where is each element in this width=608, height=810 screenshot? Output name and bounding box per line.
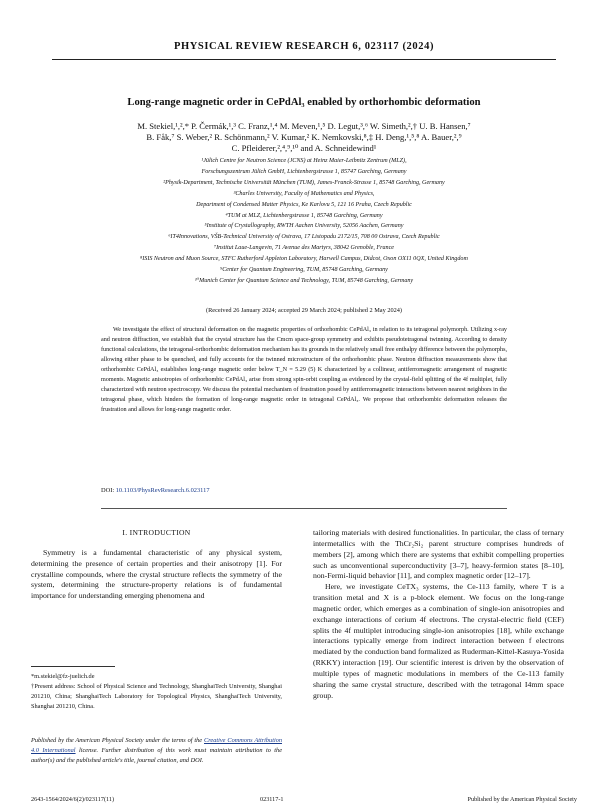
affiliation-1a: ¹Jülich Centre for Neutron Science (JCNS) at Heinz Maier-Leibnitz Zentrum (MLZ),: [201, 158, 407, 164]
header-rule: [52, 59, 556, 60]
affiliation-5: ⁵Institute of Crystallography, RWTH Aachen University, 52056 Aachen, Germany: [204, 223, 404, 230]
abstract-text: We investigate the effect of structural deformation on the magnetic properties of orthorhombic CePdAl₃ in relation to its tetragonal polymorph. Utilizing x-ray and neutron diffraction, we establish that the crystal structure has the Cmcm space-group symmetry and exhibits pseudotetragonal twinning. According to density functional calculations, the tetragonal-orthorhombic deformation mechanism has its grounds in the relatively small free enthalpy difference between the polymorphs, allowing either phase to be quenched, and fully accounts for the twinned microstructure of the orthorhombic phase. Neutron diffraction measurements show that orthorhombic CePdAl₃ establishes long-range magnetic order below T_N = 5.29 (5) K characterized by a collinear, antiferromagnetic arrangement of magnetic moments. Magnetic anisotropies of orthorhombic CePdAl₃ arise from strong spin-orbit coupling as evidenced by the crystal-field splitting of the 4f multiplet, fully characterized with neutron spectroscopy. We discuss the potential mechanism of frustration posed by antiferromagnetic interactions between nearest neighbors in the tetragonal phase, which hinders the formation of long-range magnetic order in tetragonal CePdAl₃. We propose that orthorhombic deformation releases the frustration and allows for long-range magnetic order.: [101, 327, 507, 414]
footer-page-number: 023117-1: [260, 796, 284, 803]
affiliation-2: ²Physik-Department, Technische Universität München (TUM), James-Franck-Strasse 1, 85748 Garching, Germany: [163, 179, 445, 186]
license-link[interactable]: Creative Commons Attribution 4.0 International: [31, 737, 282, 754]
doi-label: DOI:: [101, 487, 116, 494]
affiliation-7: ⁷Institut Laue-Langevin, 71 Avenue des Martyrs, 38042 Grenoble, France: [214, 245, 394, 252]
affiliation-4: ⁴TUM at MLZ, Lichtenbergstrasse 1, 85748 Garching, Germany: [225, 212, 383, 219]
left-column: [31, 528, 282, 602]
footnotes: [31, 672, 282, 712]
affiliation-3b: Department of Condensed Matter Physics, Ke Karlovu 5, 121 16 Praha, Czech Republic: [196, 201, 412, 208]
author-list: [66, 121, 542, 155]
authors-line-3: C. Pfleiderer,²,⁴,⁹,¹⁰ and A. Schneidewind¹: [231, 143, 377, 154]
affiliations: [40, 156, 568, 287]
footnote-rule: [31, 666, 115, 667]
license-text-post: license. Further distribution of this work must maintain attribution to the author(s) and the published article's title, journal citation, and DOI.: [31, 746, 282, 764]
affiliation-3a: ³Charles University, Faculty of Mathematics and Physics,: [233, 190, 375, 197]
footer-publisher: Published by the American Physical Society: [467, 796, 577, 803]
doi-link[interactable]: 10.1103/PhysRevResearch.6.023117: [115, 487, 210, 494]
right-column: [313, 528, 564, 702]
affiliation-10: ¹⁰Munich Center for Quantum Science and Technology, TUM, 85748 Garching, Germany: [194, 277, 414, 284]
abstract-rule: [101, 508, 507, 509]
intro-paragraph-right-2: Here, we investigate CeTX₃ systems, the Ce-113 family, where T is a transition metal and X is a p-block element. We focus on the long-range magnetic order, which emerges as a combination of single-ion anisotropies and exchange interactions of cerium 4f electrons. The crystal-electric field (CEF) splits the 4f multiplet introducing single-ion anisotropies [18], while exchange interactions typically emerge from indirect interaction between f electrons mediated by the conduction band formalized as Ruderman-Kittel-Kasuya-Yosida (RKKY) interaction [19]. Our scientific interest is driven by the observation of multiple types of magnetic modulations in members of the Ce-113 family sharing the same crystal structure, described with the tetragonal I4mm space group.: [313, 582, 564, 700]
footnote-present-address: †Present address: School of Physical Science and Technology, ShanghaiTech University, Shanghai 201210, China; ShanghaiTech Laboratory for Topological Physics, ShanghaiTech University, Shanghai 201210, China.: [31, 682, 282, 710]
license-note: [31, 736, 282, 766]
section-heading: I. INTRODUCTION: [122, 528, 191, 537]
intro-paragraph-right-1: tailoring materials with desired functionalities. In particular, the class of ternary intermetallics with the ThCr₂Si₂ parent structure comprises hundreds of members [2], among which there are systems that exhibit compelling properties such as unconventional superconductivity [3–7], heavy-fermion states [8–10], non-Fermi-liquid behavior [11], and complex magnetic order [12–17].: [313, 528, 564, 581]
received-dates: (Received 26 January 2024; accepted 29 March 2024; published 2 May 2024): [205, 307, 403, 314]
affiliation-6: ⁶IT4Innovations, VŠB-Technical University of Ostrava, 17 Listopadu 2172/15, 708 00 Ostrava, Czech Republic: [168, 234, 440, 241]
authors-line-1: M. Stekiel,¹,²,* P. Čermák,¹,³ C. Franz,¹,⁴ M. Meven,¹,⁵ D. Legut,³,⁶ W. Simeth,²,† U. B. Hansen,⁷: [137, 121, 471, 131]
abstract: [101, 325, 507, 415]
license-text-pre: Published by the American Physical Society under the terms of the: [31, 737, 205, 744]
authors-line-2: B. Fåk,⁷ S. Weber,² R. Schönmann,² V. Kumar,² K. Nemkovski,⁸,‡ H. Deng,¹,⁵,⁸ A. Bauer,²,⁹: [146, 132, 462, 143]
footer-issn: 2643-1564/2024/6(2)/023117(11): [31, 796, 115, 803]
article-title: Long-range magnetic order in CePdAl₃ enabled by orthorhombic deformation: [127, 97, 481, 108]
affiliation-1b: Forschungszentrum Jülich GmbH, Lichtenbergstrasse 1, 85747 Garching, Germany: [201, 168, 407, 175]
intro-paragraph-left: Symmetry is a fundamental characteristic of any physical system, determining the presence of certain properties and their anisotropy [1]. For crystalline compounds, where the crystal structure reflects the symmetry of the system, determining the structure-property relations is of fundamental importance for understanding emerging phenomena and: [31, 547, 282, 601]
doi-line: [101, 487, 210, 494]
affiliation-8: ⁸ISIS Neutron and Muon Source, STFC Rutherford Appleton Laboratory, Harwell Campus, Didcot, Oxon OX11 0QX, United Kingdom: [140, 256, 468, 263]
journal-header: PHYSICAL REVIEW RESEARCH 6, 023117 (2024): [173, 41, 435, 52]
footnote-email: *m.stekiel@fz-juelich.de: [31, 673, 95, 680]
affiliation-9: ⁹Center for Quantum Engineering, TUM, 85748 Garching, Germany: [220, 267, 388, 274]
